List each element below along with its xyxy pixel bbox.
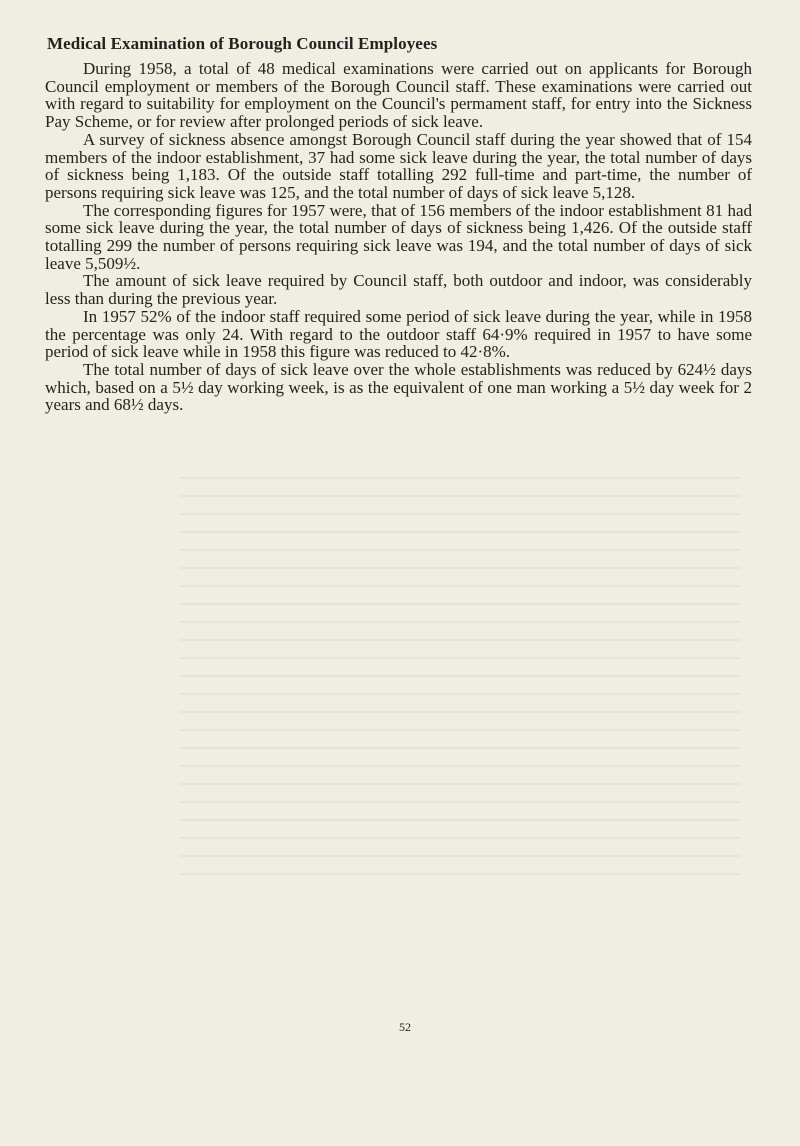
paragraph-1: During 1958, a total of 48 medical examinations were carried out on applicants for Borough Council employment or members of the Borough Council staff. These examinations were carried out with regard to suitability for employment on the Council's permament staff, for entry into the Sickness Pay Scheme, or for review after prolonged periods of sick leave. xyxy=(45,59,752,132)
paragraph-2: A survey of sickness absence amongst Borough Council staff during the year showed that of 154 members of the indoor establishment, 37 had some sick leave during the year, the total number of days of sickness being 1,183. Of the outside staff totalling 292 full-time and part-time, the number of persons requiring sick leave was 125, and the total number of days of sick leave 5,128. xyxy=(45,129,752,202)
show-through-text xyxy=(180,465,740,885)
body-text xyxy=(45,60,752,414)
paragraph-5: In 1957 52% of the indoor staff required some period of sick leave during the year, while in 1958 the percentage was only 24. With regard to the outdoor staff 64·9% required in 1957 to have some period of sick leave while in 1958 this figure was reduced to 42·8%. xyxy=(45,306,752,362)
paragraph-4: The amount of sick leave required by Council staff, both outdoor and indoor, was considerably less than during the previous year. xyxy=(45,271,752,309)
section-heading: Medical Examination of Borough Council Employees xyxy=(47,34,438,53)
paragraph-6: The total number of days of sick leave over the whole establishments was reduced by 624½ days which, based on a 5½ day working week, is as the equivalent of one man working a 5½ day week for 2 years and 68½ days. xyxy=(45,359,752,415)
paragraph-3: The corresponding figures for 1957 were, that of 156 members of the indoor establishment 81 had some sick leave during the year, the total number of days of sickness being 1,426. Of the outside staff totalling 299 the number of persons requiring sick leave was 194, and the total number of days of sick leave 5,509½. xyxy=(45,200,752,273)
page-number: 52 xyxy=(399,1020,411,1034)
